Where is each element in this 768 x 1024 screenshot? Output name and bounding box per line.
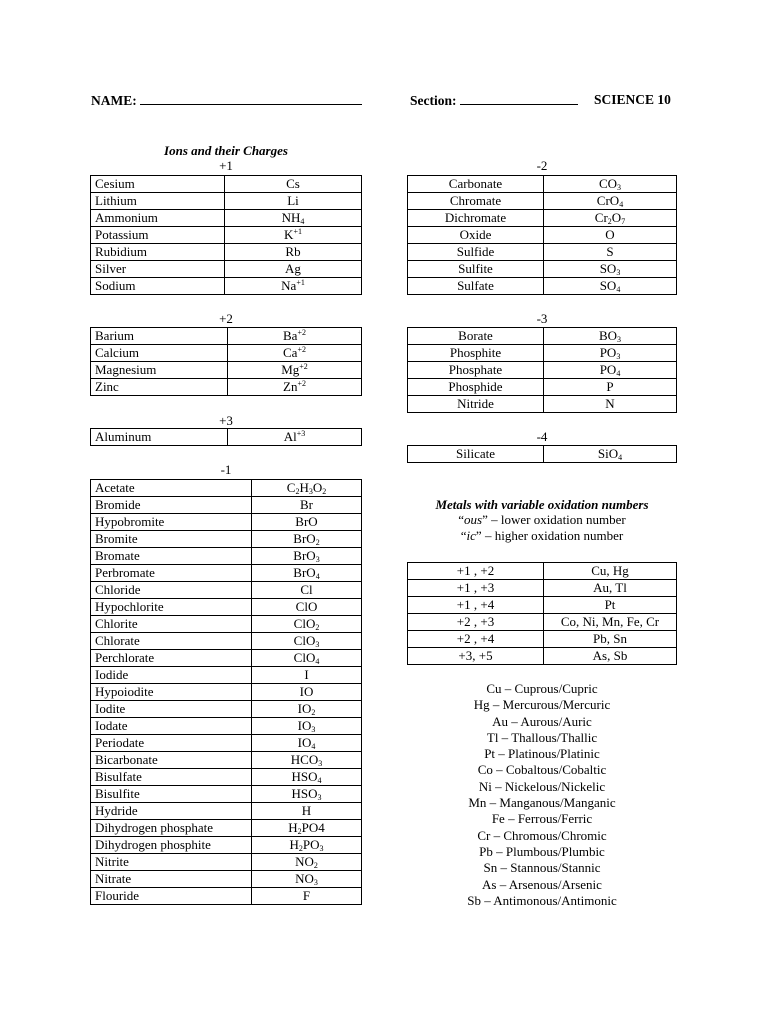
table-row: [91, 565, 362, 582]
table-row: [91, 480, 362, 497]
table-row: [91, 616, 362, 633]
ion-table-minus2: [407, 175, 677, 295]
cell-name: Dihydrogen phosphite: [91, 837, 252, 854]
cell-name: Hypobromite: [91, 514, 252, 531]
ous-term: ous: [464, 512, 483, 527]
table-row: [91, 227, 362, 244]
cell-formula: Pb, Sn: [544, 631, 677, 648]
cell-name: +1 , +4: [408, 597, 544, 614]
cell-name: Phosphide: [408, 379, 544, 396]
ion-table-plus3: [90, 428, 362, 446]
cell-name: Bromate: [91, 548, 252, 565]
list-item: Sn – Stannous/Stannic: [483, 860, 601, 876]
cell-formula: Au, Tl: [544, 580, 677, 597]
cell-formula: $PO_3$: [544, 345, 677, 362]
name-label: NAME:: [91, 93, 137, 108]
section-label: Section:: [410, 93, 457, 108]
cell-name: Nitrite: [91, 854, 252, 871]
ion-table-minus4: [407, 445, 677, 463]
cell-formula: ClO$_2$: [252, 616, 362, 633]
cell-formula: Li: [225, 193, 362, 210]
cell-name: Sulfite: [408, 261, 544, 278]
cell-name: Chromate: [408, 193, 544, 210]
cell-formula: $H_2PO4$: [252, 820, 362, 837]
cell-formula: I: [252, 667, 362, 684]
cell-formula: $HSO_3$: [252, 786, 362, 803]
table-row: [91, 718, 362, 735]
cell-name: Carbonate: [408, 176, 544, 193]
cell-name: Bromite: [91, 531, 252, 548]
cell-name: Hypoiodite: [91, 684, 252, 701]
cell-formula: $Ca^{+2}$: [228, 345, 362, 362]
cell-name: Phosphate: [408, 362, 544, 379]
list-item: Co – Cobaltous/Cobaltic: [477, 762, 607, 778]
ion-table-minus1: [90, 479, 362, 905]
table-row: [408, 362, 677, 379]
table-row: [408, 614, 677, 631]
table-row: [408, 244, 677, 261]
table-row: [408, 580, 677, 597]
list-item: Cu – Cuprous/Cupric: [486, 681, 598, 696]
list-item: Pb – Plumbous/Plumbic: [479, 843, 605, 859]
table-row: [408, 379, 677, 396]
cell-name: Dihydrogen phosphate: [91, 820, 252, 837]
cell-formula: Cs: [225, 176, 362, 193]
cell-name: Oxide: [408, 227, 544, 244]
cell-formula: $NO_3$: [252, 871, 362, 888]
cell-formula: $HSO_4$: [252, 769, 362, 786]
cell-name: Iodate: [91, 718, 252, 735]
cell-formula: Co, Ni, Mn, Fe, Cr: [544, 614, 677, 631]
list-item: Fe – Ferrous/Ferric: [491, 811, 593, 827]
cell-formula: CrO$_4$: [544, 193, 677, 210]
cell-formula: BrO: [252, 514, 362, 531]
cell-name: Acetate: [91, 480, 252, 497]
cell-formula: $Cr_2O_7$: [544, 210, 677, 227]
cell-formula: $IO_3$: [252, 718, 362, 735]
course-label: SCIENCE 10: [594, 92, 671, 107]
cell-name: Flouride: [91, 888, 252, 905]
table-row: [91, 193, 362, 210]
cell-formula: N: [544, 396, 677, 413]
cell-formula: $Mg^{+2}$: [228, 362, 362, 379]
table-row: [408, 193, 677, 210]
cell-formula: As, Sb: [544, 648, 677, 665]
cell-formula: BrO$_4$: [252, 565, 362, 582]
table-row: [408, 597, 677, 614]
cell-formula: $Al^{+3}$: [228, 429, 362, 446]
cell-formula: $SO_4$: [544, 278, 677, 295]
cell-name: +2 , +3: [408, 614, 544, 631]
cell-name: Bisulfate: [91, 769, 252, 786]
cell-formula: Rb: [225, 244, 362, 261]
cell-formula: $BO_3$: [544, 328, 677, 345]
cell-formula: $NO_2$: [252, 854, 362, 871]
table-row: [91, 786, 362, 803]
cell-formula: $H_2PO_3$: [252, 837, 362, 854]
table-row: [91, 701, 362, 718]
table-row: [408, 648, 677, 665]
list-item: Pt – Platinous/Platinic: [484, 746, 600, 762]
section-blank[interactable]: [460, 92, 578, 105]
name-blank[interactable]: [140, 92, 362, 105]
table-row: [408, 631, 677, 648]
cell-formula: $Na^{+1}$: [225, 278, 362, 295]
list-item: Au – Aurous/Auric: [492, 713, 592, 729]
cell-formula: Cu, Hg: [544, 563, 677, 580]
ic-note: “ic” – higher oxidation number: [460, 528, 624, 543]
cell-name: Aluminum: [91, 429, 228, 446]
cell-formula: $CO_3$: [544, 176, 677, 193]
table-row: [91, 820, 362, 837]
cell-name: Nitride: [408, 396, 544, 413]
cell-name: Lithium: [91, 193, 225, 210]
table-row: [91, 803, 362, 820]
variable-oxidation-table: [407, 562, 677, 665]
cell-name: Phosphite: [408, 345, 544, 362]
cell-formula: H: [252, 803, 362, 820]
cell-name: Chloride: [91, 582, 252, 599]
table-row: [91, 769, 362, 786]
cell-formula: BrO$_3$: [252, 548, 362, 565]
cell-name: Periodate: [91, 735, 252, 752]
cell-name: Nitrate: [91, 871, 252, 888]
cell-name: Hydride: [91, 803, 252, 820]
list-item: Tl – Thallous/Thallic: [486, 729, 598, 745]
cell-formula: F: [252, 888, 362, 905]
table-row: [408, 176, 677, 193]
table-row: [91, 667, 362, 684]
cell-name: Sulfate: [408, 278, 544, 295]
cell-formula: Br: [252, 497, 362, 514]
table-row: [91, 497, 362, 514]
table-row: [408, 278, 677, 295]
cell-name: Perchlorate: [91, 650, 252, 667]
cell-name: Rubidium: [91, 244, 225, 261]
cell-formula: Pt: [544, 597, 677, 614]
group-label-minus1: -1: [220, 462, 232, 477]
cell-formula: ClO: [252, 599, 362, 616]
cell-name: Bicarbonate: [91, 752, 252, 769]
table-row: [91, 244, 362, 261]
table-row: [91, 210, 362, 227]
cell-name: Iodide: [91, 667, 252, 684]
cell-formula: ClO$_3$: [252, 633, 362, 650]
table-row: [408, 563, 677, 580]
table-row: [408, 396, 677, 413]
cell-formula: $Zn^{+2}$: [228, 379, 362, 396]
name-field: [91, 92, 362, 109]
cell-formula: ClO$_4$: [252, 650, 362, 667]
cell-formula: $IO_4$: [252, 735, 362, 752]
table-row: [91, 514, 362, 531]
ous-note: “ous” – lower oxidation number: [458, 512, 626, 527]
cell-name: Hypochlorite: [91, 599, 252, 616]
cell-formula: S: [544, 244, 677, 261]
list-item: Sb – Antimonous/Antimonic: [467, 892, 617, 908]
list-item: As – Arsenous/Arsenic: [482, 876, 602, 892]
list-item: Cr – Chromous/Chromic: [477, 827, 607, 843]
cell-formula: IO: [252, 684, 362, 701]
cell-name: Bisulfite: [91, 786, 252, 803]
group-label-plus1: +1: [219, 158, 233, 173]
table-row: [408, 446, 677, 463]
cell-name: Bromide: [91, 497, 252, 514]
cell-formula: P: [544, 379, 677, 396]
cell-name: Cesium: [91, 176, 225, 193]
cell-name: +1 , +2: [408, 563, 544, 580]
cell-name: +3, +5: [408, 648, 544, 665]
cell-formula: O: [544, 227, 677, 244]
table-row: [408, 328, 677, 345]
cell-name: Iodite: [91, 701, 252, 718]
table-row: [408, 345, 677, 362]
cell-formula: $C_2H_3O_2$: [252, 480, 362, 497]
ic-term: ic: [466, 528, 476, 543]
cell-name: Sulfide: [408, 244, 544, 261]
table-row: [408, 227, 677, 244]
cell-name: Zinc: [91, 379, 228, 396]
table-row: [408, 261, 677, 278]
table-row: [408, 210, 677, 227]
cell-name: Ammonium: [91, 210, 225, 227]
table-row: [91, 548, 362, 565]
cell-formula: $Ba^{+2}$: [228, 328, 362, 345]
ic-text: – higher oxidation number: [481, 528, 624, 543]
cell-formula: $SO_3$: [544, 261, 677, 278]
cell-name: Silicate: [408, 446, 544, 463]
table-row: [91, 752, 362, 769]
cell-name: Perbromate: [91, 565, 252, 582]
group-label-minus4: -4: [536, 429, 548, 444]
ion-table-minus3: [407, 327, 677, 413]
metal-names-list: [407, 681, 677, 909]
ous-text: – lower oxidation number: [487, 512, 626, 527]
section-field: [410, 92, 578, 109]
table-row: [91, 261, 362, 278]
cell-formula: $K^{+1}$: [225, 227, 362, 244]
table-row: [91, 650, 362, 667]
cell-name: Chlorate: [91, 633, 252, 650]
table-row: [91, 735, 362, 752]
table-row: [91, 633, 362, 650]
list-item: Ni – Nickelous/Nickelic: [478, 778, 606, 794]
table-row: [91, 278, 362, 295]
cell-formula: Ag: [225, 261, 362, 278]
group-label-minus2: -2: [536, 158, 548, 173]
list-item: Mn – Manganous/Manganic: [468, 795, 616, 811]
cell-name: Dichromate: [408, 210, 544, 227]
group-label-minus3: -3: [536, 311, 548, 326]
table-row: [91, 176, 362, 193]
variable-title: Metals with variable oxidation numbers: [435, 497, 649, 512]
table-row: [91, 599, 362, 616]
table-row: [91, 684, 362, 701]
ion-table-plus1: [90, 175, 362, 295]
cell-name: Calcium: [91, 345, 228, 362]
table-row: [91, 328, 362, 345]
cell-name: +2 , +4: [408, 631, 544, 648]
table-row: [91, 429, 362, 446]
cell-name: Sodium: [91, 278, 225, 295]
cell-formula: $HCO_3$: [252, 752, 362, 769]
page-title: Ions and their Charges: [164, 143, 288, 158]
cell-name: Barium: [91, 328, 228, 345]
cell-formula: $IO_2$: [252, 701, 362, 718]
cell-name: Chlorite: [91, 616, 252, 633]
cell-name: Potassium: [91, 227, 225, 244]
cell-formula: $NH_4$: [225, 210, 362, 227]
cell-name: Borate: [408, 328, 544, 345]
table-row: [91, 837, 362, 854]
cell-name: +1 , +3: [408, 580, 544, 597]
cell-formula: $PO_4$: [544, 362, 677, 379]
cell-name: Magnesium: [91, 362, 228, 379]
table-row: [91, 362, 362, 379]
table-row: [91, 888, 362, 905]
table-row: [91, 345, 362, 362]
cell-formula: BrO$_2$: [252, 531, 362, 548]
group-label-plus3: +3: [219, 413, 233, 428]
table-row: [91, 854, 362, 871]
cell-name: Silver: [91, 261, 225, 278]
table-row: [91, 531, 362, 548]
cell-formula: SiO$_4$: [544, 446, 677, 463]
group-label-plus2: +2: [219, 311, 233, 326]
table-row: [91, 871, 362, 888]
table-row: [91, 379, 362, 396]
table-row: [91, 582, 362, 599]
list-item: Hg – Mercurous/Mercuric: [473, 697, 611, 713]
cell-formula: Cl: [252, 582, 362, 599]
ion-table-plus2: [90, 327, 362, 396]
